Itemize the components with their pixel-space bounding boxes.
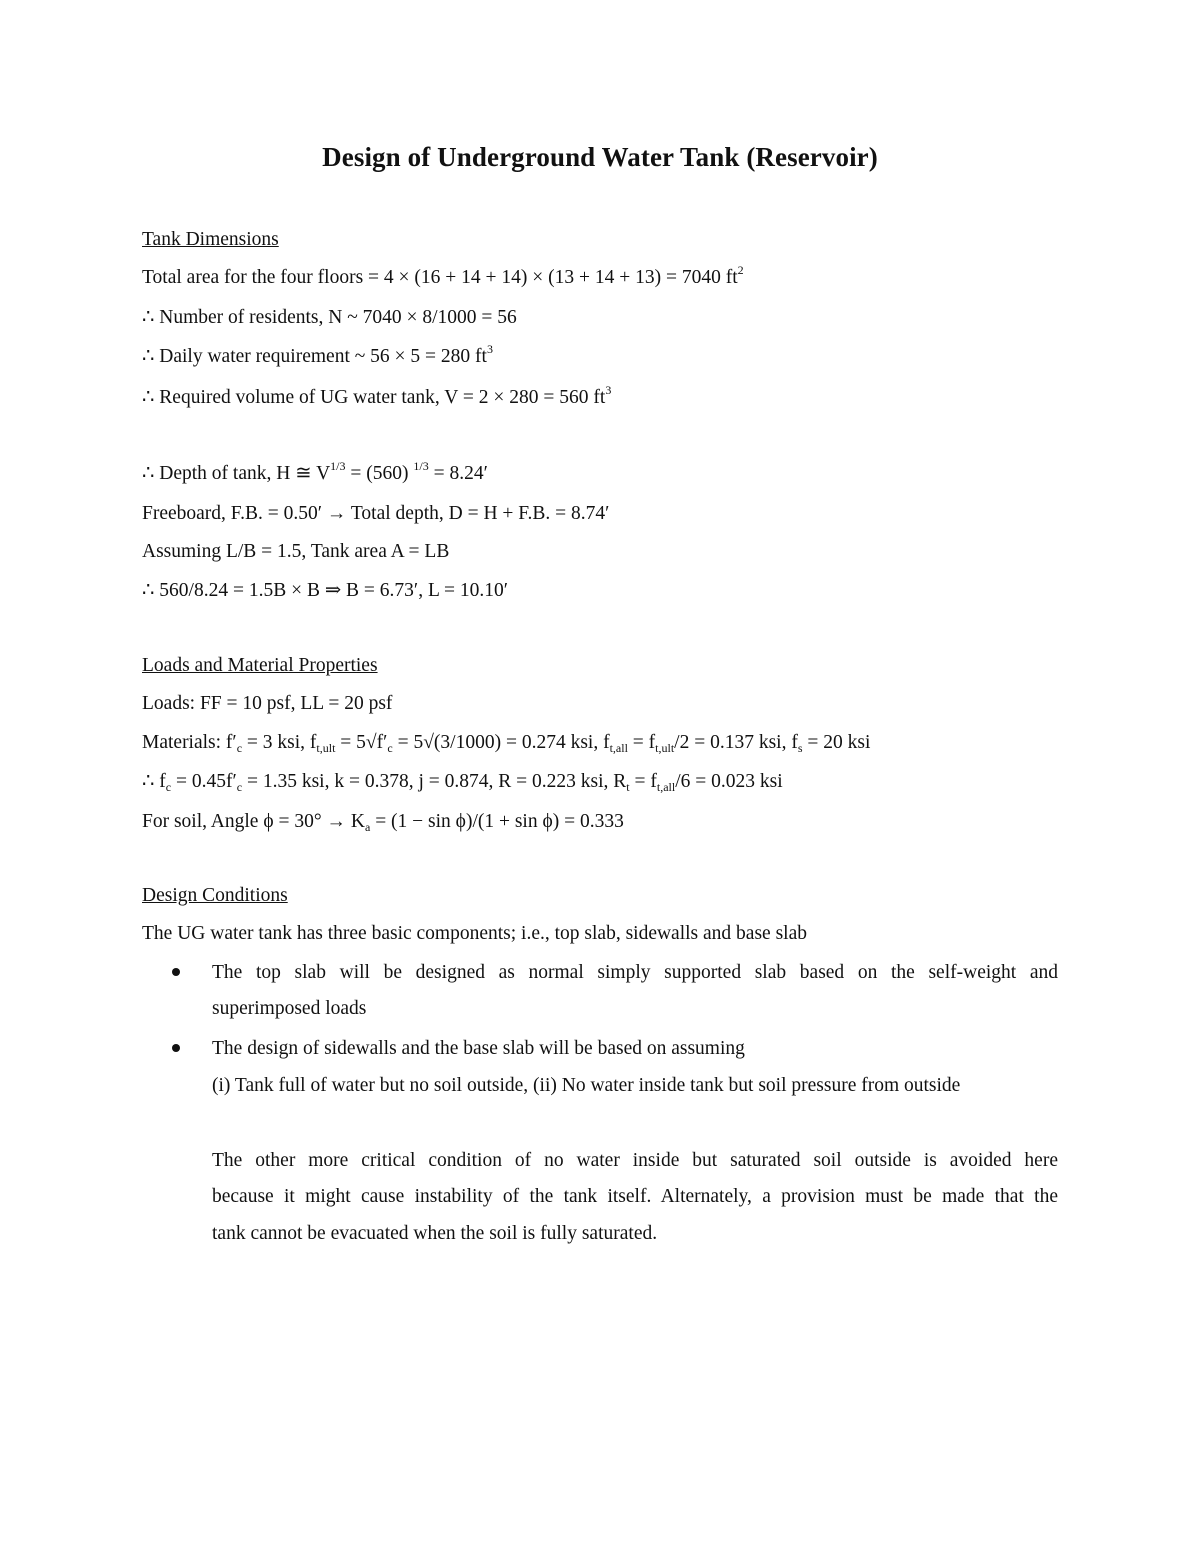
- paragraph-line3: tank cannot be evacuated when the soil is fully saturated.: [212, 1223, 658, 1244]
- daily-requirement-text: ∴ Daily water requirement ~ 56 × 5 = 280 ft: [142, 346, 487, 367]
- total-area-line: [142, 263, 744, 288]
- fc-text-1: ∴ f: [142, 771, 166, 792]
- section-heading-design-conditions: Design Conditions: [142, 885, 288, 906]
- fc-text-2: = 0.45f′: [171, 771, 237, 792]
- soil-text-1: For soil, Angle ϕ = 30° → K: [142, 811, 365, 832]
- materials-sub-tall: t,all: [609, 741, 628, 755]
- materials-sub-c: c: [236, 741, 243, 755]
- section-heading-tank-dimensions: Tank Dimensions: [142, 229, 279, 250]
- allowable-stress-line: [142, 772, 783, 792]
- freeboard-line: Freeboard, F.B. = 0.50′ → Total depth, D = H + F.B. = 8.74′: [142, 503, 610, 524]
- soil-sub-a: a: [364, 820, 371, 834]
- section-heading-loads: Loads and Material Properties: [142, 655, 378, 676]
- depth-line: [142, 459, 488, 484]
- design-intro-line: The UG water tank has three basic components; i.e., top slab, sidewalls and base slab: [142, 923, 807, 944]
- soil-line: [142, 812, 624, 832]
- page-title: Design of Underground Water Tank (Reservoir): [322, 142, 878, 172]
- materials-line: [142, 733, 870, 753]
- bullet-icon: [172, 968, 180, 976]
- bullet2-line2: (i) Tank full of water but no soil outside, (ii) No water inside tank but soil pressure from outside: [212, 1075, 961, 1096]
- paragraph-line1: [212, 1151, 1058, 1171]
- materials-text-5: = f: [627, 732, 656, 753]
- total-area-exponent: 2: [737, 263, 744, 277]
- materials-text-1: Materials: f′: [142, 732, 237, 753]
- materials-text-3: = 5√f′: [335, 732, 388, 753]
- fc-sub-tall: t,all: [656, 780, 676, 794]
- paragraph-line1-text: The other more critical condition of no water inside but saturated soil outside is avoided here: [212, 1150, 1058, 1171]
- loads-line: Loads: FF = 10 psf, LL = 20 psf: [142, 693, 393, 714]
- required-volume-text: ∴ Required volume of UG water tank, V = 2 × 280 = 560 ft: [142, 387, 606, 408]
- assuming-line: Assuming L/B = 1.5, Tank area A = LB: [142, 541, 450, 562]
- materials-text-6: /2 = 0.137 ksi, f: [674, 732, 798, 753]
- soil-text-2: = (1 − sin ϕ)/(1 + sin ϕ) = 0.333: [370, 811, 624, 832]
- bullet-icon: [172, 1044, 180, 1052]
- paragraph-line2-text: because it might cause instability of the tank itself. Alternately, a provision must be made that the: [212, 1186, 1058, 1207]
- materials-sub-tult2: t,ult: [655, 741, 675, 755]
- required-volume-exponent: 3: [605, 383, 612, 397]
- materials-sub-c2: c: [387, 741, 393, 755]
- depth-exponent-1: 1/3: [330, 459, 346, 473]
- daily-requirement-line: [142, 342, 493, 367]
- materials-sub-s: s: [797, 741, 803, 755]
- fc-sub-c2: c: [236, 780, 243, 794]
- bullet2-line1: The design of sidewalls and the base slab will be based on assuming: [212, 1038, 745, 1059]
- required-volume-line: [142, 383, 612, 408]
- fc-sub-t: t: [626, 780, 630, 794]
- depth-text-b: = (560): [345, 463, 414, 484]
- bullet1-line1-text: The top slab will be designed as normal simply supported slab based on the self-weight and: [212, 962, 1058, 983]
- depth-text-a: ∴ Depth of tank, H ≅ V: [142, 463, 331, 484]
- depth-text-c: = 8.24′: [428, 463, 488, 484]
- depth-exponent-2: 1/3: [413, 459, 429, 473]
- materials-sub-tult: t,ult: [316, 741, 336, 755]
- residents-line: ∴ Number of residents, N ~ 7040 × 8/1000 = 56: [142, 307, 517, 328]
- materials-text-2: = 3 ksi, f: [242, 732, 317, 753]
- total-area-text: Total area for the four floors = 4 × (16 + 14 + 14) × (13 + 14 + 13) = 7040 ft: [142, 267, 738, 288]
- solve-dimensions-line: ∴ 560/8.24 = 1.5B × B ⇒ B = 6.73′, L = 10.10′: [142, 580, 509, 601]
- fc-text-4: = f: [629, 771, 657, 792]
- fc-sub-c: c: [165, 780, 172, 794]
- paragraph-line2: [212, 1187, 1058, 1207]
- materials-text-7: = 20 ksi: [802, 732, 871, 753]
- fc-text-5: /6 = 0.023 ksi: [675, 771, 783, 792]
- materials-text-4: = 5√(3/1000) = 0.274 ksi, f: [392, 732, 610, 753]
- daily-requirement-exponent: 3: [486, 342, 493, 356]
- bullet1-line1: [212, 963, 1058, 983]
- fc-text-3: = 1.35 ksi, k = 0.378, j = 0.874, R = 0.223 ksi, R: [242, 771, 627, 792]
- bullet1-line2: superimposed loads: [212, 998, 367, 1019]
